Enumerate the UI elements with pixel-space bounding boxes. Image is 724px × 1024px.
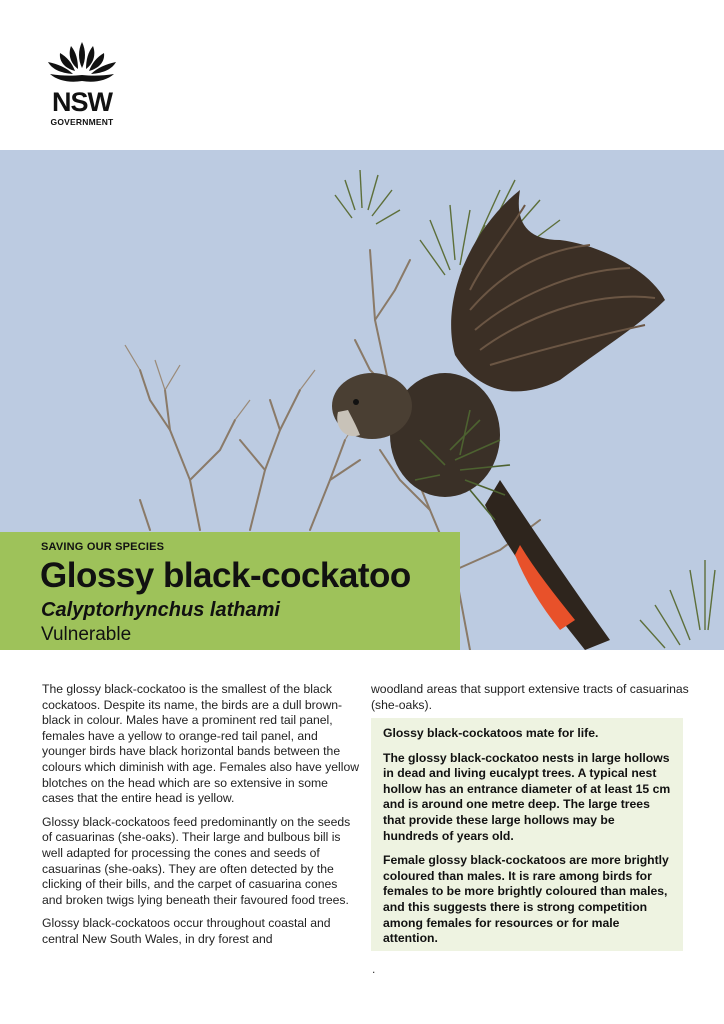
conservation-status: Vulnerable (41, 624, 132, 645)
page-title: Glossy black-cockatoo (40, 556, 411, 595)
program-label: SAVING OUR SPECIES (41, 541, 165, 553)
scientific-name: Calyptorhynchus lathami (41, 599, 280, 621)
waratah-icon (40, 38, 124, 90)
body-left-column (42, 682, 360, 956)
body-paragraph: Glossy black-cockatoos feed predominantly on the seeds of casuarinas (she-oaks). Their large and bulbous bill is well adapted for processing the cones and seeds of casuarinas (she-oaks). They are often detected by the clicking of their bills, and the carpet of casuarina cones and broken twigs lying beneath their favoured food trees. (42, 814, 351, 907)
body-paragraph-continued: woodland areas that support extensive tracts of casuarinas (she-oaks). (371, 682, 689, 712)
body-right-column (371, 682, 691, 721)
logo-wordmark: NSW (52, 87, 112, 117)
callout-paragraph: The glossy black-cockatoo nests in large hollows in dead and living eucalypt trees. A typical nest hollow has an entrance diameter of at least 15 cm and is around one metre deep. The large trees that provide these large hollows may be hundreds of years old. (383, 750, 671, 843)
body-paragraph: The glossy black-cockatoo is the smallest of the black cockatoos. Despite its name, the birds are a dull brown-black in colour. Males have a prominent red tail panel, females have a yellow to orange-red tail panel, and younger birds have black horizontal bands between the colours which diminish with age. Females also have yellow blotches on the head which are so extensive in some cases that the entire head is yellow. (42, 682, 360, 806)
callout-paragraph: Glossy black-cockatoos mate for life. (383, 726, 599, 740)
body-paragraph: Glossy black-cockatoos occur throughout coastal and central New South Wales, in dry forest and (42, 916, 331, 946)
title-box (0, 532, 460, 650)
nsw-government-logo (40, 38, 124, 130)
callout-paragraph: Female glossy black-cockatoos are more brightly coloured than males. It is rare among birds for females to be more brightly coloured than males, and this suggests there is strong competition among females for resources or for male attention. (383, 853, 669, 946)
logo-subtext: GOVERNMENT (50, 117, 114, 127)
footer-mark: . (372, 962, 376, 976)
facts-callout (371, 718, 683, 951)
